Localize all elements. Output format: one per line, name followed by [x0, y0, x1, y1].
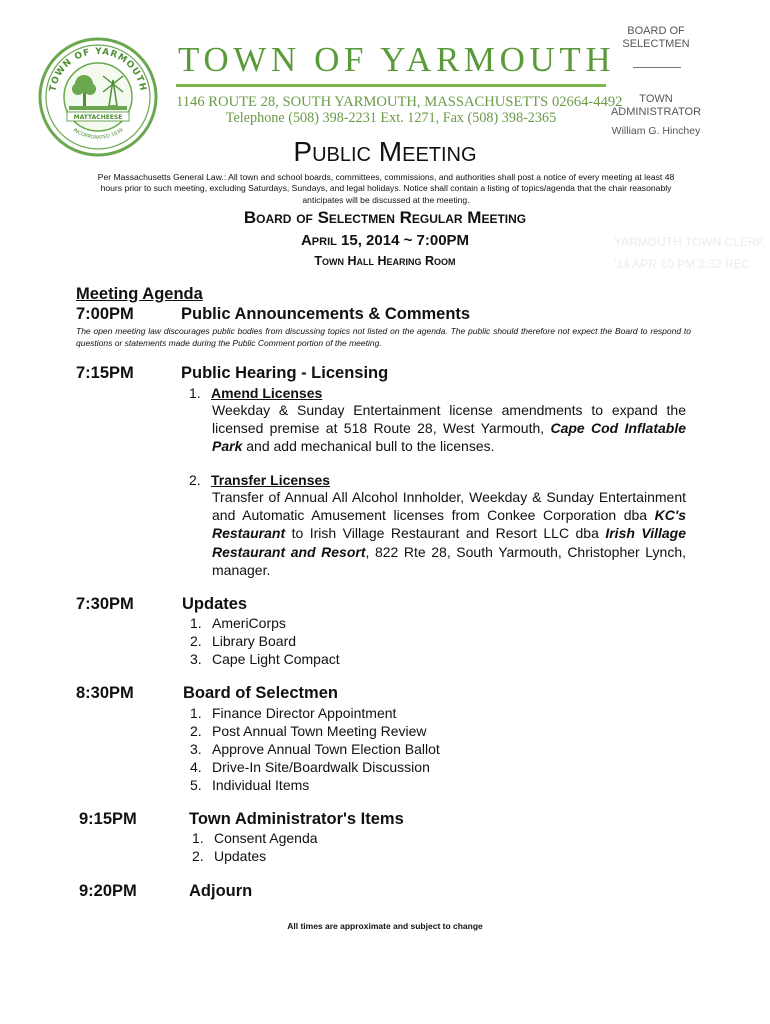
item-number: 1. — [189, 385, 201, 401]
section-title: Board of Selectmen — [183, 684, 338, 702]
list-item: 3. Cape Light Compact — [190, 651, 340, 667]
side-divider — [633, 67, 681, 68]
item-number: 2. — [189, 472, 201, 488]
section-title: Updates — [182, 595, 248, 613]
list-item: 1. AmeriCorps — [190, 615, 286, 631]
list-item — [189, 471, 330, 489]
list-item: 1. Finance Director Appointment — [190, 705, 397, 721]
list-item: 3. Approve Annual Town Election Ballot — [190, 741, 440, 757]
meeting-date: April 15, 2014 ~ 7:00PM — [300, 232, 470, 249]
town-title: TOWN OF YARMOUTH — [178, 40, 616, 79]
list-item: 1. Consent Agenda — [192, 830, 318, 846]
agenda-time: 7:30PM — [76, 595, 134, 613]
header-rule — [176, 84, 606, 87]
public-meeting-title: Public Meeting — [293, 136, 477, 167]
list-item: 4. Drive-In Site/Boardwalk Discussion — [190, 759, 430, 775]
list-item: 5. Individual Items — [190, 777, 310, 793]
agenda-time: 7:15PM — [76, 364, 134, 382]
town-address: 1146 ROUTE 28, SOUTH YARMOUTH, MASSACHUSETTS 02664-4492 — [176, 94, 623, 110]
list-item — [189, 384, 322, 402]
agenda-heading: Meeting Agenda — [76, 285, 203, 303]
item-heading: Transfer Licenses — [211, 472, 331, 488]
list-item: 2. Post Annual Town Meeting Review — [190, 723, 427, 739]
agenda-time: 8:30PM — [76, 684, 134, 702]
clerk-stamp-faint: YARMOUTH TOWN CLERK — [614, 235, 765, 249]
seal-top-text: TOWN OF YARMOUTH — [48, 46, 148, 93]
item-description: Weekday & Sunday Entertainment license amendments to expand the licensed premise at 518 Route 28, West Yarmouth, Cape Cod Inflatable Park and add mechanical bull to the licenses. — [212, 402, 687, 455]
list-item: 2. Library Board — [190, 633, 297, 649]
town-administrator-label-2: ADMINISTRATOR — [610, 106, 702, 118]
board-of-selectmen-label-2: SELECTMEN — [622, 38, 690, 50]
agenda-time: 7:00PM — [76, 305, 134, 323]
section-title: Public Announcements & Comments — [181, 305, 471, 323]
footer-note: All times are approximate and subject to change — [287, 921, 483, 931]
business-name: Cape Cod Inflatable Park — [212, 420, 687, 455]
clerk-stamp-faint-2: '14 APR 10 PM 2:32 REC — [614, 257, 751, 271]
meeting-location: Town Hall Hearing Room — [314, 254, 456, 268]
board-of-selectmen-label: BOARD OF — [627, 25, 685, 37]
town-administrator-name: William G. Hinchey — [611, 125, 701, 137]
public-comment-note: The open meeting law discourages public bodies from discussing topics not listed on the agenda. The public should therefore not expect the Board to respond to questions or statements made during the Public Comment portion of the meeting. — [76, 326, 691, 348]
section-title: Town Administrator's Items — [189, 810, 404, 828]
section-title: Public Hearing - Licensing — [181, 364, 389, 382]
list-item: 2. Updates — [192, 848, 267, 864]
agenda-time: 9:15PM — [79, 810, 137, 828]
seal-bottom-text: MATTACHEESE — [73, 114, 123, 121]
business-name: KC's Restaurant — [212, 507, 686, 542]
town-administrator-label: TOWN — [639, 93, 673, 105]
business-name: Irish Village Restaurant and Resort — [212, 525, 686, 560]
section-title: Adjourn — [189, 882, 253, 900]
law-notice-text: Per Massachusetts General Law.: All town and school boards, committees, commissions, and authorities shall post a notice of every meeting at least 48 hours prior to such meeting, excluding Saturdays, Sundays, and legal holidays. Notice shall contain a listing of topics/agenda that the chair reasonably anticipates will be discussed at the meeting. — [97, 172, 675, 205]
board-meeting-title: Board of Selectmen Regular Meeting — [243, 208, 527, 227]
item-heading: Amend Licenses — [211, 385, 323, 401]
seal-year-text: INCORPORATED 1639 — [71, 127, 125, 141]
agenda-time: 9:20PM — [79, 882, 137, 900]
town-phone: Telephone (508) 398-2231 Ext. 1271, Fax (508) 398-2365 — [225, 110, 557, 126]
item-description: Transfer of Annual All Alcohol Innholder, Weekday & Sunday Entertainment and Automatic Amusement licenses from Conkee Corporation dba KC's Restaurant to Irish Village Restaurant and Resort LLC dba Irish Village Restaurant and Resort, 822 Rte 28, South Yarmouth, Christopher Lynch, manager. — [212, 489, 686, 578]
